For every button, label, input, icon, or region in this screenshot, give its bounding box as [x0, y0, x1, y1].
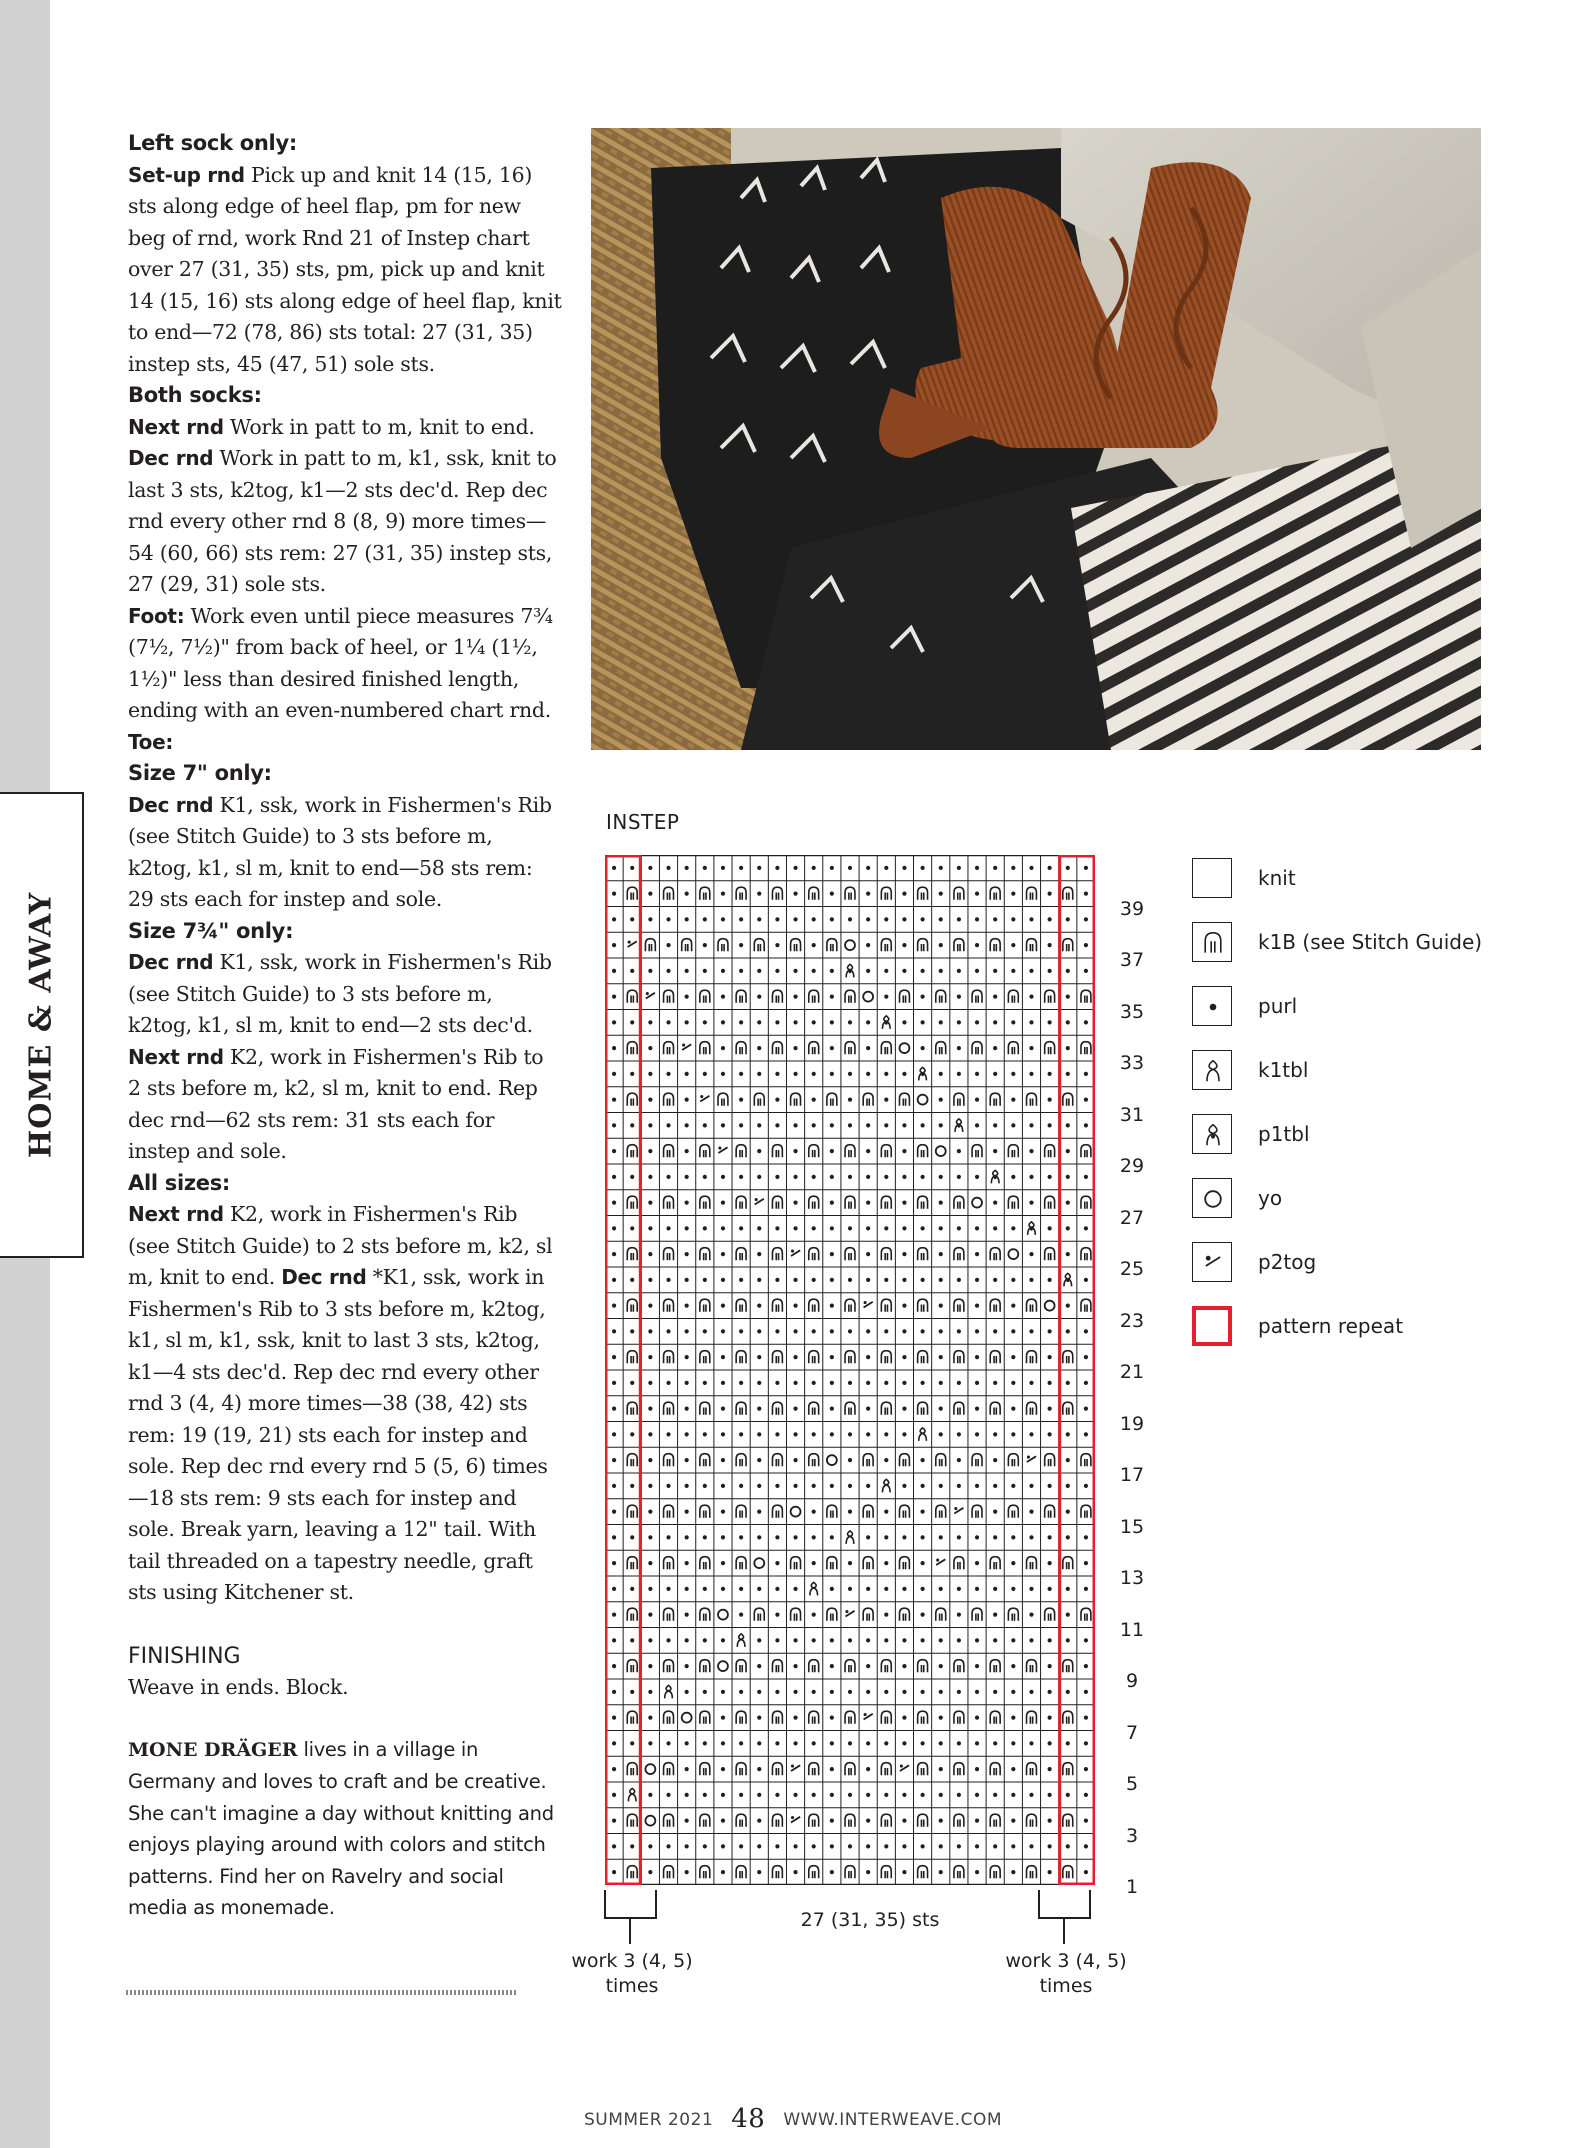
- legend-item: [1192, 1242, 1512, 1286]
- row-number: 13: [1119, 1567, 1145, 1590]
- dec-rnd-label: Dec rnd: [128, 950, 214, 974]
- next-rnd-text: K2, work in Fishermen's Rib to 2 sts before m, k2, sl m, knit to end. Rep dec rnd—62 sts rem: 31 sts each for instep and sole.: [128, 1044, 544, 1163]
- dec-rnd-label: Dec rnd: [281, 1265, 367, 1289]
- legend-item: [1192, 1114, 1512, 1158]
- legend-item: [1192, 858, 1512, 902]
- knit-symbol: [1192, 858, 1232, 898]
- row-number: 37: [1119, 949, 1145, 972]
- legend-item: [1192, 1178, 1512, 1222]
- row-number: 25: [1119, 1258, 1145, 1281]
- row-number: 17: [1119, 1464, 1145, 1487]
- section-tab-label: HOME & AWAY: [23, 891, 59, 1159]
- legend-label: pattern repeat: [1258, 1314, 1404, 1338]
- legend-item: [1192, 1306, 1512, 1350]
- legend-label: k1B (see Stitch Guide): [1258, 930, 1483, 954]
- k1b-symbol: [1192, 922, 1232, 962]
- row-number: 9: [1125, 1670, 1139, 1693]
- row-number: 39: [1119, 897, 1145, 920]
- legend-label: knit: [1258, 866, 1296, 890]
- toe-label: Toe:: [128, 729, 174, 754]
- next-rnd-label: Next rnd: [128, 1202, 224, 1226]
- row-number: 23: [1119, 1309, 1145, 1332]
- row-number: 7: [1125, 1721, 1139, 1744]
- left-sock-heading: Left sock only:: [128, 131, 297, 155]
- dec-rnd-label: Dec rnd: [128, 446, 214, 470]
- row-number: 33: [1119, 1052, 1145, 1075]
- row-number: 5: [1125, 1773, 1139, 1796]
- finishing-text: Weave in ends. Block.: [128, 1675, 349, 1699]
- both-socks-heading: Both socks:: [128, 383, 262, 407]
- setup-text: Pick up and knit 14 (15, 16) sts along edge of heel flap, pm for new beg of rnd, work Rnd 21 of Instep chart over 27 (31, 35) sts, pm, pick up and knit 14 (15, 16) sts along edge of heel flap, knit to end—72 (78, 86) sts total: 27 (31, 35) instep sts, 45 (47, 51) sole sts.: [128, 162, 562, 376]
- legend-label: p1tbl: [1258, 1122, 1310, 1146]
- stitch-count-label: 27 (31, 35) sts: [800, 1909, 940, 1931]
- k1tbl-symbol: [1192, 1050, 1232, 1090]
- all-sizes-heading: All sizes:: [128, 1170, 231, 1195]
- row-number: 35: [1119, 1000, 1145, 1023]
- bio-text: lives in a village in Germany and loves to craft and be creative. She can't imagine a day without knitting and enjoys playing around with colors and stitch patterns. Find her on Ravelry and social media as monemade.: [128, 1737, 554, 1919]
- row-number: 3: [1125, 1824, 1139, 1847]
- purl-symbol: [1192, 986, 1232, 1026]
- dec-rnd-text: *K1, ssk, work in Fishermen's Rib to 3 sts before m, k2tog, k1, sl m, k1, ssk, knit to last 3 sts, k2tog, k1—4 sts dec'd. Rep dec rnd every other rnd 3 (4, 4) more times—38 (38, 42) sts rem: 19 (19, 21) sts each for instep and sole. Rep dec rnd every rnd 5 (5, 6) times—18 sts rem: 9 sts each for instep and sole. Break yarn, leaving a 12" tail. With tail threaded on a tapestry needle, graft sts using Kitchener st.: [128, 1265, 548, 1604]
- row-number: 11: [1119, 1618, 1145, 1641]
- legend-label: k1tbl: [1258, 1058, 1309, 1082]
- dec-rnd-label: Dec rnd: [128, 792, 214, 817]
- legend-label: purl: [1258, 994, 1298, 1018]
- size-7-heading: Size 7" only:: [128, 761, 272, 785]
- foot-label: Foot:: [128, 603, 185, 628]
- next-rnd-text: K2, work in Fishermen's Rib (see Stitch Guide) to 2 sts before m, k2, sl m, knit to end.: [128, 1202, 553, 1289]
- size-734-heading: Size 7¾" only:: [128, 918, 294, 943]
- repeat-right-label: work 3 (4, 5) times: [1005, 1950, 1127, 1997]
- row-number: 31: [1119, 1103, 1145, 1126]
- next-rnd-label: Next rnd: [128, 414, 224, 439]
- footer-issue: SUMMER 2021: [583, 2110, 714, 2130]
- legend-item: [1192, 922, 1512, 966]
- pattern-repeat-symbol: [1192, 1306, 1232, 1346]
- row-number: 29: [1119, 1155, 1145, 1178]
- next-rnd-label: Next rnd: [128, 1044, 224, 1069]
- designer-name: MONE DRÄGER: [128, 1738, 298, 1761]
- row-number: 27: [1119, 1206, 1145, 1229]
- legend-label: p2tog: [1258, 1250, 1317, 1274]
- dec-rnd-text: K1, ssk, work in Fishermen's Rib (see Stitch Guide) to 3 sts before m, k2tog, k1, sl m, knit to end—2 sts dec'd.: [128, 950, 552, 1037]
- dec-rnd-text: Work in patt to m, k1, ssk, knit to last 3 sts, k2tog, k1—2 sts dec'd. Rep dec rnd every other rnd 8 (8, 9) more times—54 (60, 66) sts rem: 27 (31, 35) instep sts, 27 (29, 31) sole sts.: [128, 446, 557, 596]
- dec-rnd-text: K1, ssk, work in Fishermen's Rib (see Stitch Guide) to 3 sts before m, k2tog, k1, sl m, knit to end—58 sts rem: 29 sts each for instep and sole.: [128, 792, 552, 911]
- foot-text: Work even until piece measures 7¾ (7½, 7½)" from back of heel, or 1¼ (1½, 1½)" less than desired finished length, ending with an even-numbered chart rnd.: [128, 603, 553, 722]
- page-number: 48: [731, 2104, 766, 2134]
- row-number: 1: [1125, 1876, 1139, 1899]
- setup-label: Set-up rnd: [128, 162, 245, 187]
- row-number: 19: [1119, 1412, 1145, 1435]
- repeat-left-label: work 3 (4, 5) times: [571, 1950, 693, 1997]
- p1tbl-symbol: [1192, 1114, 1232, 1154]
- legend-label: yo: [1258, 1186, 1283, 1210]
- next-rnd-text: Work in patt to m, knit to end.: [223, 414, 535, 439]
- footer-site: WWW.INTERWEAVE.COM: [783, 2110, 1003, 2130]
- finishing-heading: FINISHING: [128, 1643, 241, 1669]
- legend-item: [1192, 1050, 1512, 1094]
- yo-symbol: [1192, 1178, 1232, 1218]
- chart-title: INSTEP: [606, 810, 680, 834]
- legend-item: [1192, 986, 1512, 1030]
- row-number: 15: [1119, 1515, 1145, 1538]
- page-footer: [0, 2104, 1586, 2134]
- row-number: 21: [1119, 1361, 1145, 1384]
- p2tog-symbol: [1192, 1242, 1232, 1282]
